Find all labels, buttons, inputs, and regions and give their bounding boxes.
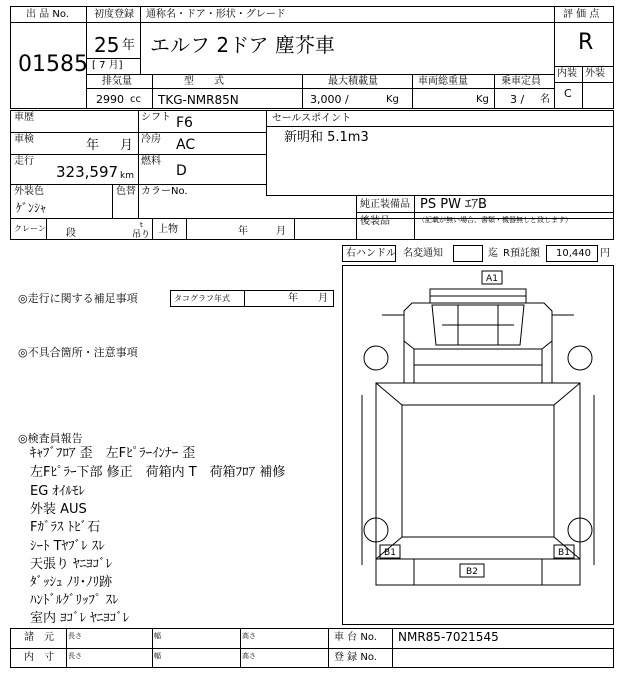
car-name: エルフ 2ドア 塵芥車 <box>150 33 335 57</box>
interior-grade: C <box>564 87 572 100</box>
crane-dan: 段 <box>66 228 76 239</box>
first-reg-label: 初度登録 <box>94 9 134 20</box>
equipment-value: PS PW ｴｱB <box>420 197 487 212</box>
history-label: 車歴 <box>14 112 34 123</box>
equipment-label: 純正装備品 <box>360 199 410 210</box>
note-line: 外装 AUS <box>30 502 87 517</box>
crane-hoist: 吊り <box>132 230 151 240</box>
model-label: 型 式 <box>184 76 224 87</box>
gross-unit: Kg <box>476 94 489 105</box>
note-line: ｼｰﾄ Tﾔﾌﾞﾚ ｽﾚ <box>30 539 105 554</box>
note-line: 室内 ﾖｺﾞﾚ ﾔﾆﾖｺﾞﾚ <box>30 611 130 626</box>
displacement-value: 2990 <box>96 93 124 106</box>
model-value: TKG-NMR85N <box>158 93 239 107</box>
displacement-label: 排気量 <box>102 76 132 87</box>
interior-dims-label: 内 寸 <box>24 652 54 663</box>
name-change-label: 名変通知 <box>403 248 443 259</box>
mark-b2: B2 <box>466 567 478 577</box>
chassis-label: 車 台 No. <box>334 632 377 643</box>
capacity-value: 3 / <box>510 93 525 106</box>
mark-a1: A1 <box>486 274 498 284</box>
capacity-label: 乗車定員 <box>501 76 541 87</box>
mark-b1-right: B1 <box>558 548 570 558</box>
exterior-label: 外装 <box>585 68 605 79</box>
note-line: EG ｵｲﾙﾓﾚ <box>30 484 85 499</box>
car-name-label: 通称名・ドア・形状・グレード <box>146 9 286 20</box>
inspection-label: 車検 <box>14 134 34 145</box>
height-label: 高さ <box>242 632 256 640</box>
color-label: 外装色 <box>14 186 44 197</box>
liftgate-month: 月 <box>276 226 286 237</box>
rating-value: R <box>578 30 594 55</box>
mileage-value: 323,597 <box>56 163 119 181</box>
interior-width-label: 幅 <box>154 652 161 660</box>
reg-year: 25 <box>94 33 120 57</box>
mileage-label: 走行 <box>14 156 34 167</box>
steering-value: 右ハンドル <box>346 248 396 259</box>
note-line: ﾊﾝﾄﾞﾙｸﾞﾘｯﾌﾟ ｽﾚ <box>30 593 119 608</box>
load-label: 最大積載量 <box>328 76 378 87</box>
driving-notes-label: ◎走行に関する補足事項 <box>18 292 138 305</box>
aftermarket-note: （記載が無い場合、書類・機器無しと致します） <box>418 216 572 224</box>
defects-label: ◎不具合箇所・注意事項 <box>18 346 138 359</box>
lot-label: 出 品 No. <box>26 9 69 20</box>
load-unit: Kg <box>386 94 399 105</box>
color-value: ｹﾞﾝｼｬ <box>16 201 47 215</box>
note-line: 天張り ﾔﾆﾖｺﾞﾚ <box>30 557 113 572</box>
reg-no-label: 登 録 No. <box>334 652 377 663</box>
mark-b1-left: B1 <box>384 548 396 558</box>
fuel-value: D <box>176 163 187 179</box>
aftermarket-label: 後装品 <box>360 216 390 227</box>
mileage-unit: km <box>120 171 134 181</box>
inspection-year-unit: 年 <box>86 138 100 153</box>
crane-t: t <box>140 221 143 229</box>
lot-number: 01585 <box>18 52 88 77</box>
crane-label: クレーン <box>14 224 46 233</box>
color-change-label: 色替 <box>116 186 136 197</box>
recycle-label: R預託額 <box>503 248 540 259</box>
reg-month: [ 7 月] <box>92 60 123 71</box>
shift-label: シフト <box>141 112 171 123</box>
load-value: 3,000 / <box>310 93 349 106</box>
name-change-box <box>453 245 483 262</box>
interior-label: 内装 <box>557 68 577 79</box>
name-change-until: 迄 <box>488 248 498 259</box>
color-code-label: カラーNo. <box>141 186 188 197</box>
note-line: Fｶﾞﾗｽ ﾄﾋﾞ石 <box>30 520 101 535</box>
width-label: 幅 <box>154 632 161 640</box>
reg-year-unit: 年 <box>122 38 136 53</box>
gross-label: 車両総重量 <box>418 76 468 87</box>
tacho-year: 年 <box>288 293 298 304</box>
tacho-label: タコグラフ年式 <box>174 294 230 303</box>
sales-point-label: セールスポイント <box>272 113 352 124</box>
note-line: ｷｬﾌﾞﾌﾛｱ 歪 左Fﾋﾟﾗｰｲﾝﾅｰ 歪 <box>30 446 196 461</box>
truck-outline-diagram <box>342 265 614 625</box>
recycle-amount: 10,440 <box>556 248 591 259</box>
inspector-label: ◎検査員報告 <box>18 432 83 445</box>
liftgate-year: 年 <box>238 226 248 237</box>
dims-label: 諸 元 <box>24 632 54 643</box>
note-line: 左Fﾋﾟﾗｰ下部 修正 荷箱内 T 荷箱ﾌﾛｱ 補修 <box>30 465 286 480</box>
interior-height-label: 高さ <box>242 652 256 660</box>
ac-label: 冷房 <box>141 134 161 145</box>
yen-label: 円 <box>600 248 610 259</box>
liftgate-label: 上物 <box>158 224 178 235</box>
capacity-unit: 名 <box>540 94 550 105</box>
tacho-month: 月 <box>318 293 328 304</box>
length-label: 長さ <box>68 632 82 640</box>
note-line: ﾀﾞｯｼｭ ﾉﾘ･ﾉﾘ跡 <box>30 575 113 590</box>
interior-length-label: 長さ <box>68 652 82 660</box>
inspection-month-unit: 月 <box>120 138 134 153</box>
ac-value: AC <box>176 137 196 153</box>
displacement-unit: cc <box>130 94 141 105</box>
sales-point-value: 新明和 5.1m3 <box>284 130 369 145</box>
rating-label: 評 価 点 <box>563 9 600 20</box>
shift-value: F6 <box>176 115 193 131</box>
fuel-label: 燃料 <box>141 156 161 167</box>
chassis-value: NMR85-7021545 <box>398 630 499 644</box>
